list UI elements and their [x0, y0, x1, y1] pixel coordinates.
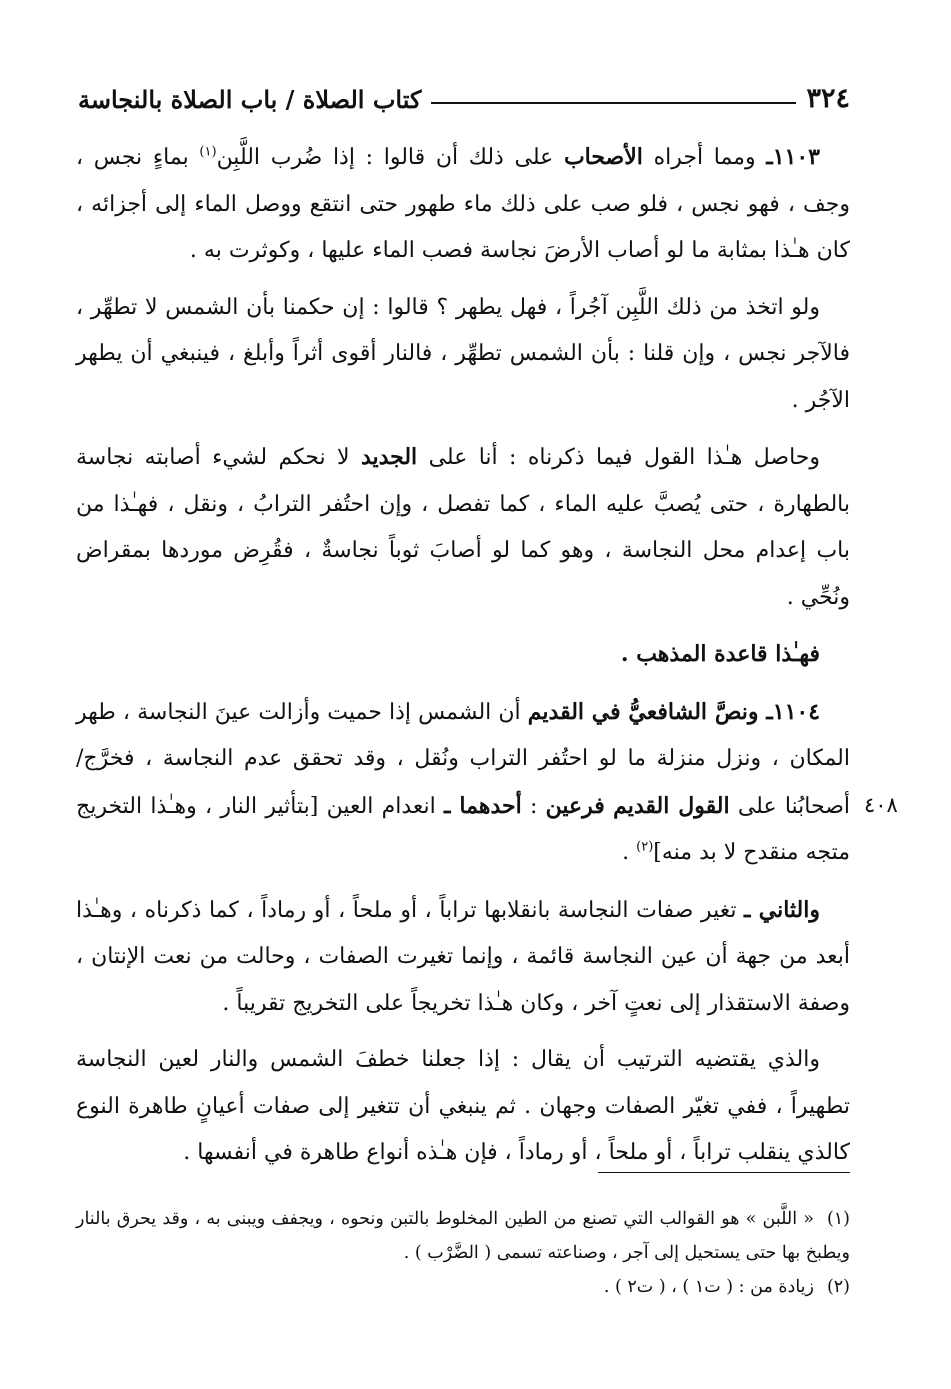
text-segment: لا نحكم لشيء أصابته نجاسة بالطهارة ، حتى يُصبَّ عليه الماء ، كما تفصل ، وإن احتُفر الترابُ ، ونقل ، فهـٰذا من باب إعدام محل النجاسة ، وهو كما لو أصابَ ثوباً نجاسةٌ ، فقُرِض موردها بمقراض ونُحِّي .	[76, 445, 850, 610]
footnote-reference[interactable]: (٢)	[636, 839, 654, 855]
text-segment: الجديد	[360, 444, 418, 470]
text-segment: ومما أجراه	[642, 145, 767, 170]
text-segment: الأصحاب	[563, 144, 643, 170]
paragraph	[76, 631, 850, 679]
footnote-reference[interactable]: (١)	[199, 144, 217, 160]
footnote-text: « اللَّبن » هو القوالب التي تصنع من الطين المخلوط بالتبن ونحوه ، ويجفف ويبنى به ، وقد يحرق بالنار ويطبخ بها حتى يستحيل إلى آجر ، وصناعته تسمى ( الضَّرْب ) .	[76, 1209, 850, 1263]
footnote-text: زيادة من : ( ت١ ) ، ( ت٢ ) .	[603, 1277, 814, 1297]
page-number: ٣٢٤	[806, 83, 850, 114]
text-segment: فرعين	[545, 792, 605, 819]
text-segment: أن الشمس إذا حميت وأزالت عينَ النجاسة ، طهر المكان ، ونزل منزلة ما لو احتُفر التراب ونُقل ، وقد تحقق عدم النجاسة ، فخرَّج/ أصحابُنا على	[76, 699, 851, 819]
text-segment	[605, 794, 613, 819]
running-header	[78, 70, 850, 114]
paragraph	[76, 134, 850, 275]
text-segment: والذي يقتضيه الترتيب أن يقال : إذا جعلنا خطفَ الشمس والنار لعين النجاسة تطهيراً ، ففي تغيّر الصفات وجهان . ثم ينبغي أن تتغير إلى صفات أعيانٍ طاهرة النوع كالذي ينقلب تراباً ، أو ملحاً ، أو رماداً ، فإن هـٰذه أنواع طاهرة في أنفسها .	[76, 1047, 850, 1165]
paragraph	[76, 1037, 850, 1177]
paragraph-number: ١١٠٣ـ	[766, 144, 820, 170]
text-segment: تغير صفات النجاسة بانقلابها تراباً ، أو ملحاً ، أو رماداً ، كما ذكرناه ، وهـٰذا أبعد من جهة أن عين النجاسة قائمة ، وإنما تغيرت الصفات ، وحالت من نعت الإنتان ، وصفة الاستقذار إلى نعتٍ آخر ، وكان هـٰذا تخريجاً على التخريج تقريباً .	[76, 897, 850, 1016]
text-segment: وحاصل هـٰذا القول فيما ذكرناه : أنا على	[417, 445, 821, 470]
header-title: كتاب الصلاة / باب الصلاة بالنجاسة	[78, 85, 422, 114]
text-segment: .	[622, 840, 637, 865]
paragraph	[76, 285, 850, 425]
text-segment: فهـٰذا قاعدة المذهب .	[620, 641, 820, 667]
footnotes	[76, 1202, 850, 1304]
paragraph	[76, 887, 850, 1028]
footnote	[76, 1270, 850, 1304]
manuscript-folio-note: ٤٠٨	[864, 793, 898, 817]
text-segment: على ذلك أن قالوا : إذا ضُرب اللَّبِن	[216, 145, 564, 170]
text-segment: ولو اتخذ من ذلك اللَّبِن آجُراً ، فهل يطهر ؟ قالوا : إن حكمنا بأن الشمس لا تطهِّر ، فالآجر نجس ، وإن قلنا : بأن الشمس تطهِّر ، فالنار أقوى أثراً وأبلغ ، فينبغي أن يطهر الآجُر .	[76, 294, 850, 413]
text-segment: بماءٍ نجس ، وجف ، فهو نجس ، فلو صب على ذلك ماء طهور حتى انتقع ووصل الماء إلى أجزائه ، كان هـٰذا بمثابة ما لو أصاب الأرضَ نجاسة فصب الماء عليها ، وكوثرت به .	[76, 145, 850, 263]
main-text	[76, 134, 850, 1187]
footnote	[76, 1202, 850, 1270]
text-segment: القول القديم	[613, 792, 730, 819]
paragraph	[76, 689, 850, 877]
text-segment: ونصَّ الشافعيُّ في القديم	[527, 698, 767, 725]
paragraph-number: ١١٠٤ـ	[766, 698, 821, 725]
footnote-mark: (٢)	[826, 1277, 850, 1297]
text-segment: والثاني ـ	[744, 896, 820, 923]
text-segment: انعدام العين [بتأثير النار ، وهـٰذا التخريج متجه منقدح لا بد منه]	[76, 793, 850, 865]
text-segment: :	[521, 793, 546, 819]
footnote-separator	[598, 1172, 850, 1173]
paragraph	[76, 434, 850, 621]
header-rule	[431, 102, 796, 104]
footnote-mark: (١)	[826, 1209, 850, 1229]
text-segment: أحدهما ـ	[444, 792, 522, 819]
